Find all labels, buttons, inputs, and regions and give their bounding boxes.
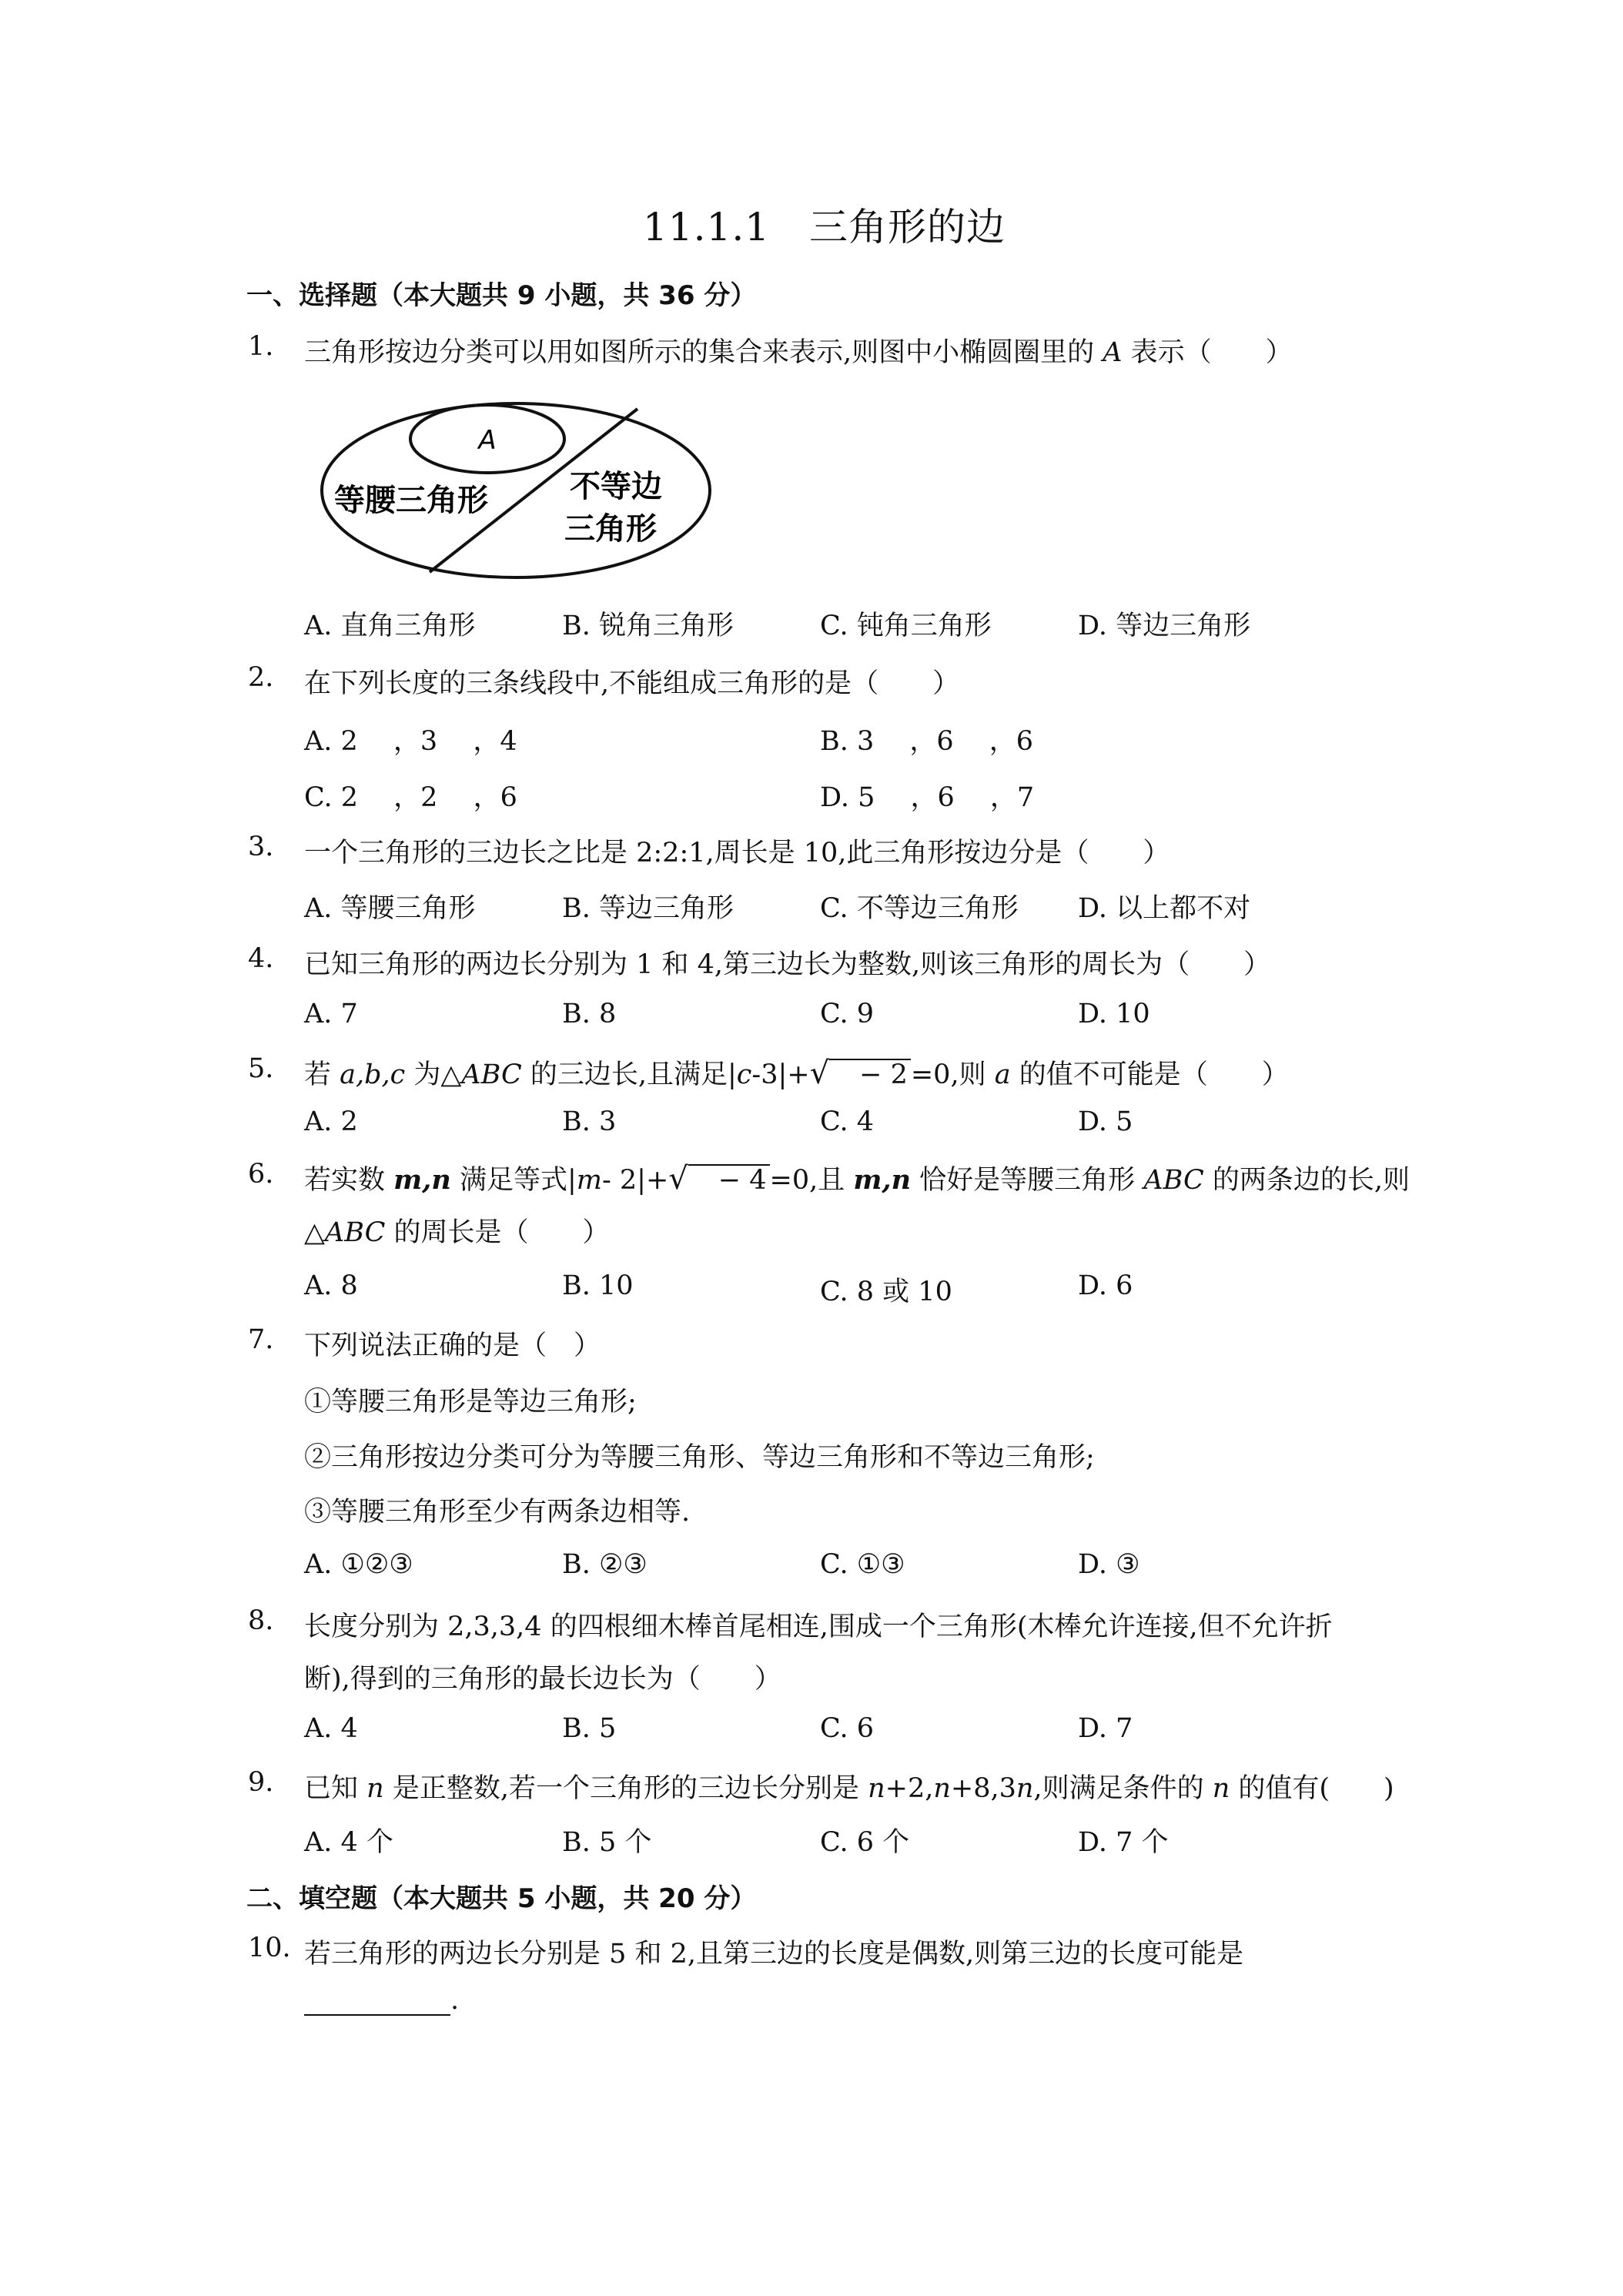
option-d: D. 7 bbox=[1078, 1713, 1133, 1744]
question-2-text: 在下列长度的三条线段中,不能组成三角形的是（ ） bbox=[304, 668, 960, 699]
option-a: A. 2 bbox=[304, 1106, 358, 1137]
question-6-text-line1: 若实数 m,n 满足等式|m- 2|+√ − 4 =0,且 m,n 恰好是等腰三角形 ABC 的两条边的长,则 bbox=[304, 1161, 1411, 1197]
option-c: C. 9 bbox=[820, 999, 875, 1029]
option-b: B. 8 bbox=[562, 999, 617, 1029]
answer-blank[interactable] bbox=[304, 1991, 450, 2016]
question-number: 3. bbox=[248, 832, 274, 862]
page-title: 11.1.1 三角形的边 bbox=[643, 205, 1006, 249]
section-heading-choice: 一、选择题（本大题共 9 小题，共 36 分） bbox=[246, 280, 757, 311]
option-c: C. 2 ，2 ，6 bbox=[304, 782, 517, 813]
section-heading-fill: 二、填空题（本大题共 5 小题，共 20 分） bbox=[246, 1883, 757, 1914]
option-a: A. 4 bbox=[304, 1713, 358, 1744]
right-label-2: 三角形 bbox=[564, 511, 657, 547]
question-number: 5. bbox=[248, 1053, 274, 1084]
option-c: C. 6 bbox=[820, 1713, 875, 1744]
question-number: 8. bbox=[248, 1605, 274, 1636]
sqrt-expression: √ − 2 bbox=[810, 1056, 911, 1091]
option-c: C. 8 或 10 bbox=[820, 1277, 952, 1307]
option-a: A. ①②③ bbox=[304, 1549, 413, 1580]
statement-1: ①等腰三角形是等边三角形; bbox=[304, 1387, 637, 1417]
option-b: B. 3 bbox=[562, 1106, 617, 1137]
option-b: B. 10 bbox=[562, 1270, 634, 1301]
option-a: A. 2 ，3 ，4 bbox=[304, 726, 517, 757]
question-number: 2. bbox=[248, 662, 274, 693]
option-a: A. 8 bbox=[304, 1270, 358, 1301]
question-6-text-line2: △ABC 的周长是（ ） bbox=[304, 1217, 610, 1248]
option-b: B. ②③ bbox=[562, 1549, 648, 1580]
option-c: C. ①③ bbox=[820, 1549, 905, 1580]
option-a: A. 7 bbox=[304, 999, 358, 1029]
question-1-text: 三角形按边分类可以用如图所示的集合来表示,则图中小椭圆圈里的 A 表示（ ） bbox=[304, 337, 1293, 368]
question-number: 9. bbox=[248, 1767, 274, 1798]
left-label: 等腰三角形 bbox=[334, 483, 488, 518]
option-d: D. 6 bbox=[1078, 1270, 1133, 1301]
option-d: D. ③ bbox=[1078, 1549, 1140, 1580]
statement-3: ③等腰三角形至少有两条边相等. bbox=[304, 1497, 691, 1528]
answer-blank-line: . bbox=[304, 1985, 459, 2016]
question-7-text: 下列说法正确的是（ ） bbox=[304, 1330, 601, 1361]
question-number: 1. bbox=[248, 331, 274, 362]
question-number: 7. bbox=[248, 1324, 274, 1355]
question-5-text: 若 a,b,c 为△ABC 的三边长,且满足|c-3|+√ − 2 =0,则 a 的值不可能是（ ） bbox=[304, 1056, 1289, 1091]
option-a: A. 4 个 bbox=[304, 1827, 393, 1858]
option-b: B. 5 bbox=[562, 1713, 617, 1744]
question-number: 6. bbox=[248, 1159, 274, 1190]
option-d: D. 7 个 bbox=[1078, 1827, 1169, 1858]
inner-label: A bbox=[478, 425, 497, 456]
option-b: B. 锐角三角形 bbox=[562, 611, 734, 641]
statement-2: ②三角形按边分类可分为等腰三角形、等边三角形和不等边三角形; bbox=[304, 1442, 1095, 1473]
option-d: D. 5 bbox=[1078, 1106, 1133, 1137]
question-number: 4. bbox=[248, 943, 274, 974]
option-c: C. 6 个 bbox=[820, 1827, 910, 1858]
question-8-text-line1: 长度分别为 2,3,3,4 的四根细木棒首尾相连,围成一个三角形(木棒允许连接,但不允许折 bbox=[304, 1612, 1333, 1642]
question-10-text: 若三角形的两边长分别是 5 和 2,且第三边的长度是偶数,则第三边的长度可能是 bbox=[304, 1939, 1244, 1970]
option-a: A. 直角三角形 bbox=[304, 611, 476, 641]
option-c: C. 4 bbox=[820, 1106, 875, 1137]
right-label-1: 不等边 bbox=[570, 469, 662, 504]
option-b: B. 等边三角形 bbox=[562, 893, 734, 924]
question-3-text: 一个三角形的三边长之比是 2:2:1,周长是 10,此三角形按边分是（ ） bbox=[304, 838, 1170, 869]
question-number: 10. bbox=[248, 1933, 291, 1963]
option-d: D. 5 ，6 ，7 bbox=[820, 782, 1035, 813]
question-9-text: 已知 n 是正整数,若一个三角形的三边长分别是 n+2,n+8,3n,则满足条件的 n 的值有( ) bbox=[304, 1773, 1394, 1804]
option-d: D. 以上都不对 bbox=[1078, 893, 1251, 924]
question-4-text: 已知三角形的两边长分别为 1 和 4,第三边长为整数,则该三角形的周长为（ ） bbox=[304, 949, 1271, 980]
option-d: D. 等边三角形 bbox=[1078, 611, 1251, 641]
option-c: C. 不等边三角形 bbox=[820, 893, 1019, 924]
option-b: B. 5 个 bbox=[562, 1827, 652, 1858]
option-c: C. 钝角三角形 bbox=[820, 611, 992, 641]
question-8-text-line2: 断),得到的三角形的最长边长为（ ） bbox=[304, 1664, 781, 1695]
set-diagram bbox=[316, 397, 716, 585]
option-a: A. 等腰三角形 bbox=[304, 893, 476, 924]
option-b: B. 3 ，6 ，6 bbox=[820, 726, 1034, 757]
sqrt-expression: √ − 4 bbox=[668, 1161, 769, 1197]
option-d: D. 10 bbox=[1078, 999, 1150, 1029]
